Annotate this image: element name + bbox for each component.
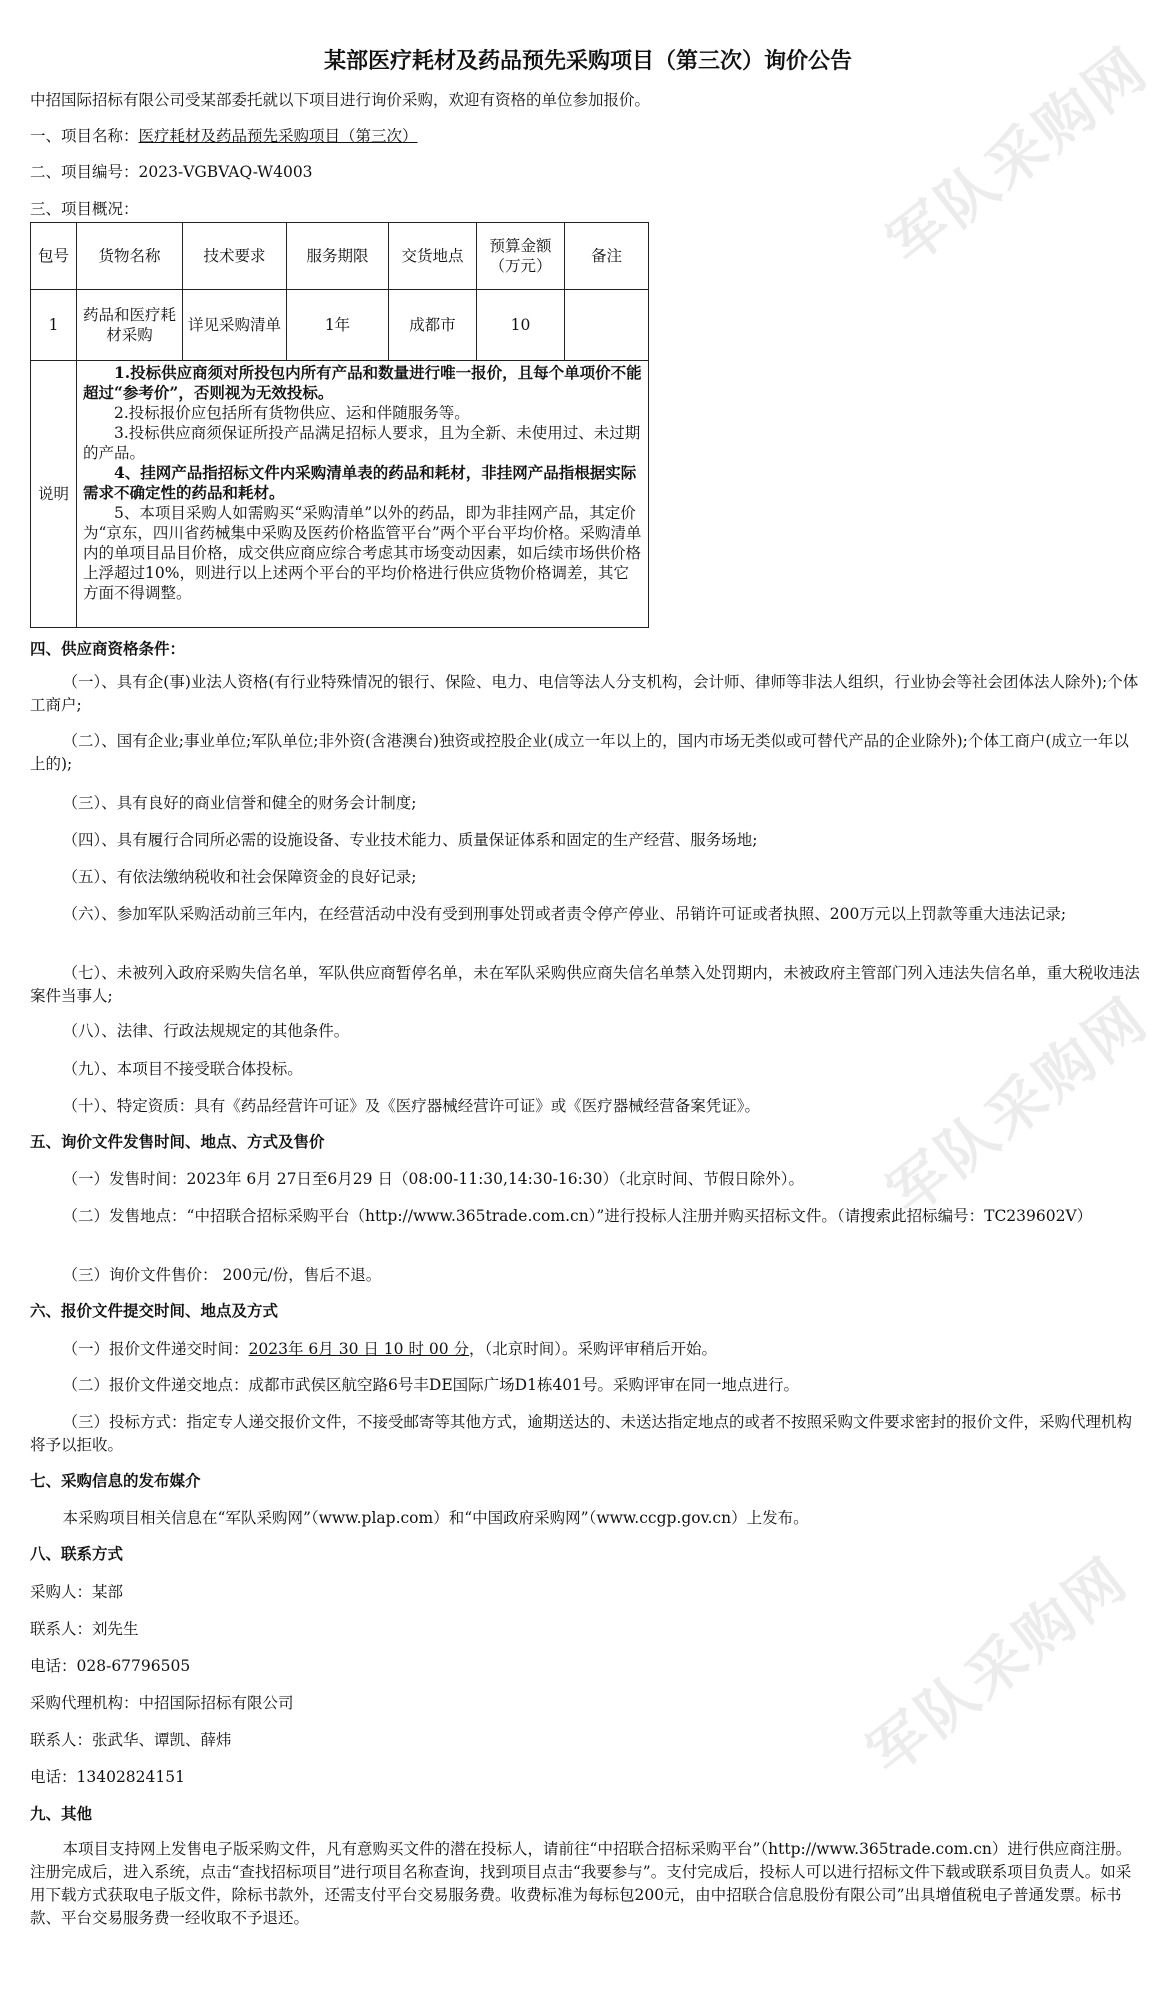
- contact-line: 联系人：张武华、谭凯、薛炜: [30, 1731, 232, 1749]
- section6-heading: 六、报价文件提交时间、地点及方式: [30, 1301, 279, 1320]
- watermark: 军队采购网: [875, 983, 1162, 1229]
- media-text: 本采购项目相关信息在“军队采购网”（www.plap.com）和“中国政府采购网”（www.ccgp.gov.cn）上发布。: [62, 1509, 809, 1527]
- submission-time-label: （一）报价文件递交时间：: [62, 1340, 249, 1358]
- table-cell: 详见采购清单: [183, 290, 287, 361]
- submission-method: （三）投标方式：指定专人递交报价文件，不接受邮寄等其他方式，逾期送达的、未送达指定地点的或者不按照采购文件要求密封的报价文件，采购代理机构将予以拒收。: [30, 1413, 1133, 1454]
- contact-line: 采购代理机构：中招国际招标有限公司: [30, 1694, 294, 1712]
- table-header-cell: 技术要求: [183, 223, 287, 290]
- note-item: 3.投标供应商须保证所投产品满足招标人要求，且为全新、未使用过、未过期的产品。: [83, 424, 641, 462]
- table-header-cell: 交货地点: [389, 223, 477, 290]
- project-number-value: 2023-VGBVAQ-W4003: [138, 163, 313, 181]
- sale-item: （一）发售时间：2023年 6月 27日至6月29 日（08:00-11:30,14:30-16:30）（北京时间、节假日除外）。: [62, 1170, 805, 1188]
- note-item: 5、本项目采购人如需购买“采购清单”以外的药品，即为非挂网产品，其定价为“京东，四川省药械集中采购及医药价格监管平台”两个平台平均价格。采购清单内的单项目品目价格，成交供应商应综合考虑其市场变动因素，如后续市场供价格上浮超过10%，则进行以上述两个平台的平均价格进行供应货物价格调差，其它方面不得调整。: [83, 504, 642, 602]
- other-text: 本项目支持网上发售电子版采购文件，凡有意购买文件的潜在投标人，请前往“中招联合招标采购平台”（http://www.365trade.com.cn）进行供应商注册。注册完成后，进入系统，点击“查找招标项目”进行项目名称查询，找到项目点击“我要参与”。支付完成后，投标人可以进行招标文件下载或联系项目负责人。如采用下载方式获取电子版文件，除标书款外，还需支付平台交易服务费。收费标准为每标包200元，由中招联合信息股份有限公司”出具增值税电子普通发票。标书款、平台交易服务费一经收取不予退还。: [30, 1840, 1132, 1927]
- section9-heading: 九、其他: [30, 1804, 93, 1823]
- project-name-label: 一、项目名称：: [30, 127, 139, 145]
- table-cell: 1年: [287, 290, 389, 361]
- contact-line: 采购人：某部: [30, 1583, 124, 1601]
- notes-cell: [77, 361, 649, 628]
- submission-time-value: 2023年 6月 30 日 10 时 00 分: [248, 1340, 470, 1358]
- page-title: 某部医疗耗材及药品预先采购项目（第三次）询价公告: [323, 48, 852, 74]
- table-header-cell: 服务期限: [287, 223, 389, 290]
- submission-time-suffix: ，（北京时间）。采购评审稍后开始。: [469, 1340, 718, 1358]
- table-header-row: [31, 223, 649, 290]
- table-notes-row: [31, 361, 649, 628]
- qualification-item: （八）、法律、行政法规规定的其他条件。: [62, 1022, 350, 1040]
- contact-line: 电话：13402824151: [30, 1768, 185, 1786]
- section8-heading: 八、联系方式: [30, 1544, 124, 1563]
- project-number-label: 二、项目编号：: [30, 163, 139, 181]
- qualification-item: （九）、本项目不接受联合体投标。: [62, 1060, 303, 1078]
- qualification-item: （十）、特定资质：具有《药品经营许可证》及《医疗器械经营许可证》或《医疗器械经营备案凭证》。: [62, 1097, 761, 1115]
- qualification-item: （五）、有依法缴纳税收和社会保障资金的良好记录;: [62, 868, 417, 886]
- qualification-item: （六）、参加军队采购活动前三年内，在经营活动中没有受到刑事处罚或者责令停产停业、吊销许可证或者执照、200万元以上罚款等重大违法记录;: [62, 905, 1067, 923]
- section7-heading: 七、采购信息的发布媒介: [30, 1471, 201, 1490]
- table-cell: 1: [31, 290, 77, 361]
- notes-label: 说明: [31, 361, 77, 628]
- qualification-item: （七）、未被列入政府采购失信名单，军队供应商暂停名单，未在军队采购供应商失信名单禁入处罚期内，未被政府主管部门列入违法失信名单，重大税收违法案件当事人;: [30, 964, 1140, 1005]
- table-cell: 10: [477, 290, 565, 361]
- watermark: 军队采购网: [875, 33, 1162, 279]
- sale-item: （三）询价文件售价： 200元/份，售后不退。: [62, 1266, 382, 1284]
- qualification-item: （二）、国有企业;事业单位;军队单位;非外资(含港澳台)独资或控股企业(成立一年以上的，国内市场无类似或可替代产品的企业除外);个体工商户(成立一年以上的);: [30, 732, 1129, 773]
- submission-time: [30, 1338, 1140, 1361]
- section5-heading: 五、询价文件发售时间、地点、方式及售价: [30, 1132, 325, 1151]
- qualification-item: （一）、具有企(事)业法人资格(有行业特殊情况的银行、保险、电力、电信等法人分支机构，会计师、律师等非法人组织，行业协会等社会团体法人除外);个体工商户;: [30, 673, 1139, 714]
- project-number: [30, 162, 1148, 182]
- section4-heading: 四、供应商资格条件：: [30, 639, 186, 658]
- project-name-value: 医疗耗材及药品预先采购项目（第三次）: [138, 127, 418, 145]
- table-header-cell: 备注: [565, 223, 649, 290]
- contact-line: 联系人：刘先生: [30, 1620, 139, 1638]
- table-header-cell: 包号: [31, 223, 77, 290]
- qualification-item: （三）、具有良好的商业信誉和健全的财务会计制度;: [62, 794, 417, 812]
- table-header-cell: 预算金额（万元）: [477, 223, 565, 290]
- qualification-item: （四）、具有履行合同所必需的设施设备、专业技术能力、质量保证体系和固定的生产经营、服务场地;: [62, 831, 758, 849]
- table-header-cell: 货物名称: [77, 223, 183, 290]
- watermark: 军队采购网: [855, 1543, 1142, 1789]
- contact-line: 电话：028-67796505: [30, 1657, 191, 1675]
- note-item: 2.投标报价应包括所有货物供应、运和伴随服务等。: [114, 404, 470, 422]
- table-cell: 成都市: [389, 290, 477, 361]
- submission-place: （二）报价文件递交地点：成都市武侯区航空路6号丰DE国际广场D1栋401号。采购评审在同一地点进行。: [62, 1376, 800, 1394]
- sale-item: （二）发售地点：“中招联合招标采购平台（http://www.365trade.com.cn）”进行投标人注册并购买招标文件。（请搜索此招标编号：TC239602V）: [62, 1207, 1093, 1225]
- project-name: [30, 126, 1148, 146]
- note-item: 4、挂网产品指招标文件内采购清单表的药品和耗材，非挂网产品指根据实际需求不确定性的药品和耗材。: [83, 463, 637, 502]
- table-row: [31, 290, 649, 361]
- note-item: 1.投标供应商须对所投包内所有产品和数量进行唯一报价，且每个单项价不能超过“参考价”，否则视为无效投标。: [83, 363, 642, 402]
- project-overview-table: [30, 222, 649, 628]
- overview-heading: 三、项目概况：: [30, 200, 139, 218]
- table-cell: [565, 290, 649, 361]
- table-cell: 药品和医疗耗材采购: [77, 290, 183, 361]
- intro-text: 中招国际招标有限公司受某部委托就以下项目进行询价采购，欢迎有资格的单位参加报价。: [30, 91, 651, 109]
